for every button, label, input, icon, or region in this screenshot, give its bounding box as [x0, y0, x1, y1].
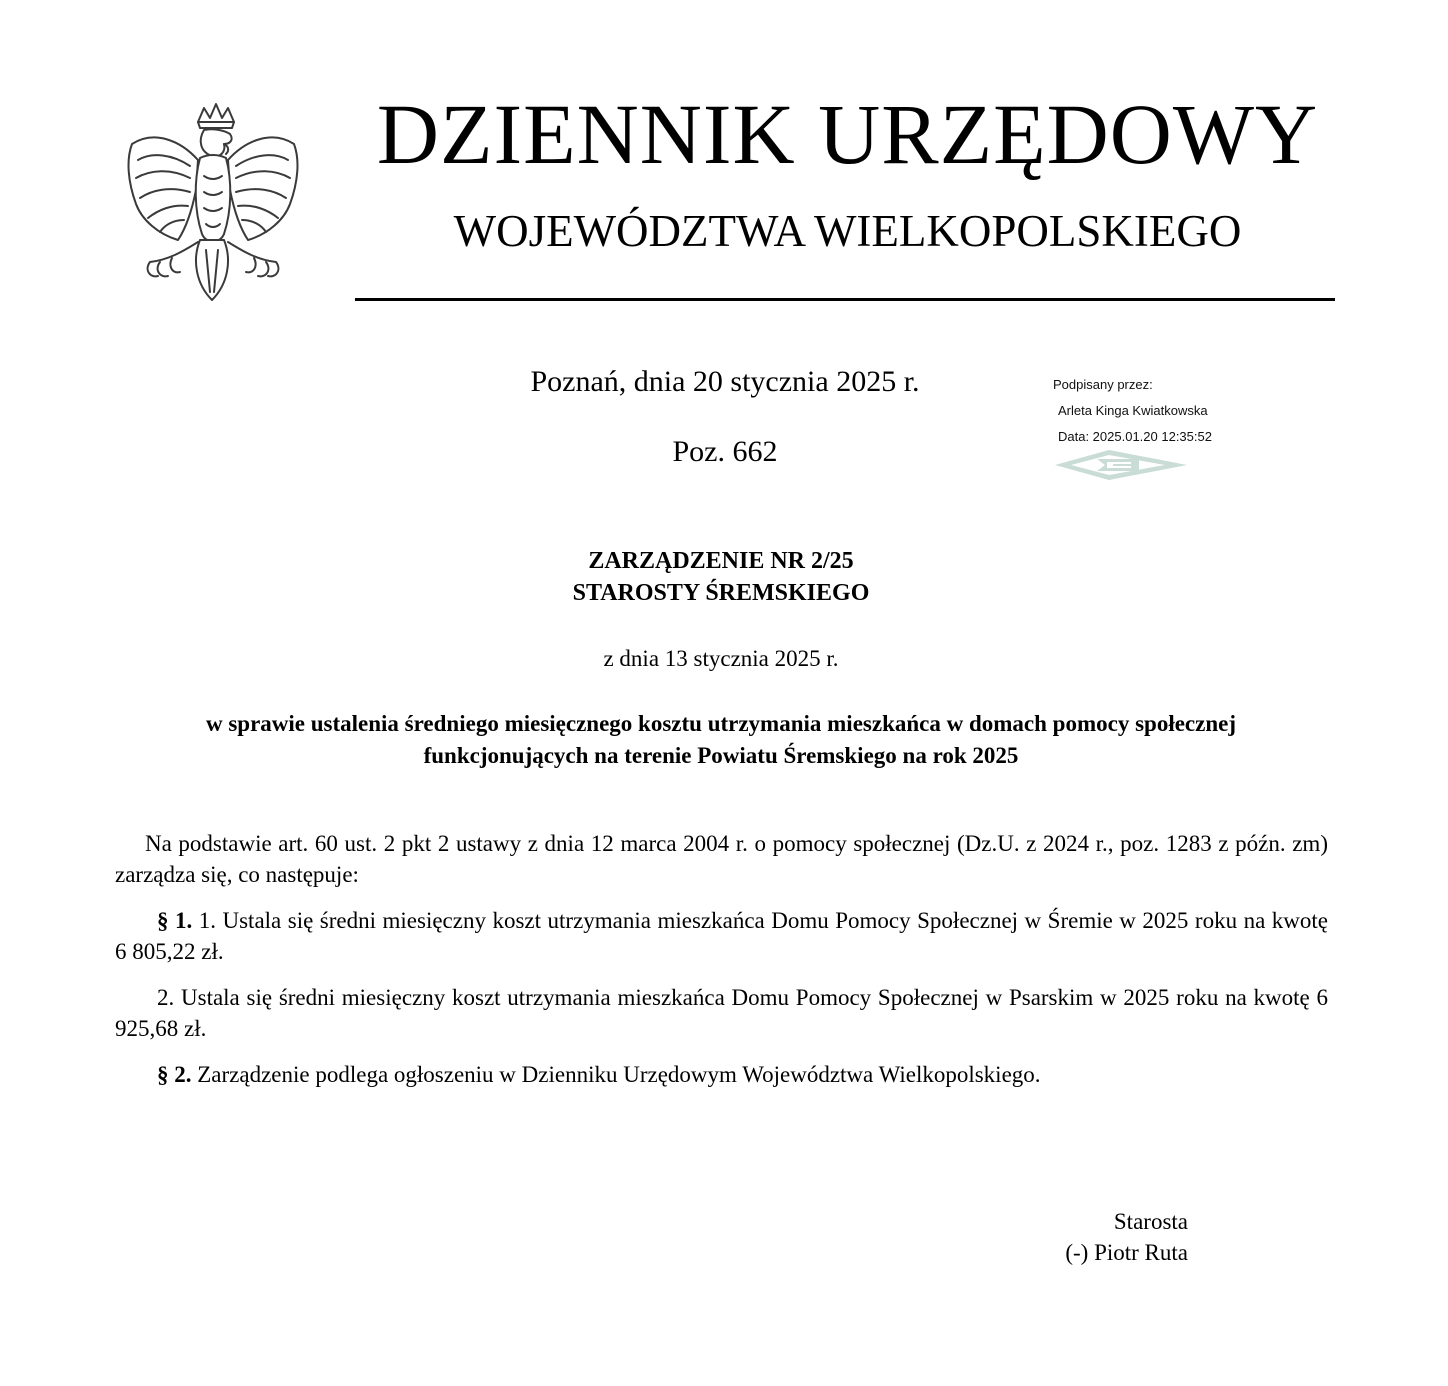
signature-signer-name: Arleta Kinga Kwiatkowska — [1058, 403, 1208, 418]
act-body — [115, 828, 1328, 1105]
section-1-point-2: 2. Ustala się średni miesięczny koszt utrzymania mieszkańca Domu Pomocy Społecznej w Psarskim w 2025 roku na kwotę 6 925,68 zł. — [115, 985, 1328, 1041]
section-2-marker: § 2. — [157, 1062, 192, 1087]
journal-subtitle: WOJEWÓDZTWA WIELKOPOLSKIEGO — [453, 206, 1242, 256]
section-1-point-1: 1. Ustala się średni miesięczny koszt utrzymania mieszkańca Domu Pomocy Społecznej w Śremie w 2025 roku na kwotę 6 805,22 zł. — [115, 908, 1328, 964]
act-subject — [100, 708, 1342, 772]
act-issuer: STAROSTY ŚREMSKIEGO — [572, 580, 870, 606]
section-2-text: Zarządzenie podlega ogłoszeniu w Dzienniku Urzędowym Województwa Wielkopolskiego. — [191, 1062, 1041, 1087]
signer-block — [1000, 1206, 1188, 1268]
signature-date: Data: 2025.01.20 12:35:52 — [1058, 429, 1212, 444]
signer-name: (-) Piotr Ruta — [1065, 1240, 1188, 1265]
e-signature-logo-icon — [1053, 448, 1189, 482]
signer-office: Starosta — [1113, 1209, 1188, 1234]
act-subject-line-2: funkcjonujących na terenie Powiatu Śremskiego na rok 2025 — [423, 743, 1019, 768]
publication-position: Poz. 662 — [672, 435, 778, 468]
act-title — [100, 545, 1342, 609]
section-1-paragraph — [115, 905, 1328, 967]
signed-by-label: Podpisany przez: — [1053, 377, 1153, 392]
polish-eagle-emblem-icon — [120, 100, 306, 310]
section-2-paragraph — [115, 1059, 1328, 1090]
act-number: ZARZĄDZENIE NR 2/25 — [588, 548, 854, 574]
header-divider — [355, 298, 1335, 301]
act-subject-line-1: w sprawie ustalenia średniego miesięcznego kosztu utrzymania mieszkańca w domach pomocy społecznej — [205, 711, 1236, 736]
preamble-paragraph: Na podstawie art. 60 ust. 2 pkt 2 ustawy z dnia 12 marca 2004 r. o pomocy społecznej (Dz.U. z 2024 r., poz. 1283 z późn. zm) zarządza się, co następuje: — [115, 831, 1328, 887]
publication-place-date: Poznań, dnia 20 stycznia 2025 r. — [530, 365, 920, 398]
electronic-signature-block — [1053, 372, 1313, 450]
journal-title: DZIENNIK URZĘDOWY — [376, 86, 1319, 182]
act-date: z dnia 13 stycznia 2025 r. — [603, 646, 839, 671]
section-1-marker: § 1. — [157, 908, 193, 933]
